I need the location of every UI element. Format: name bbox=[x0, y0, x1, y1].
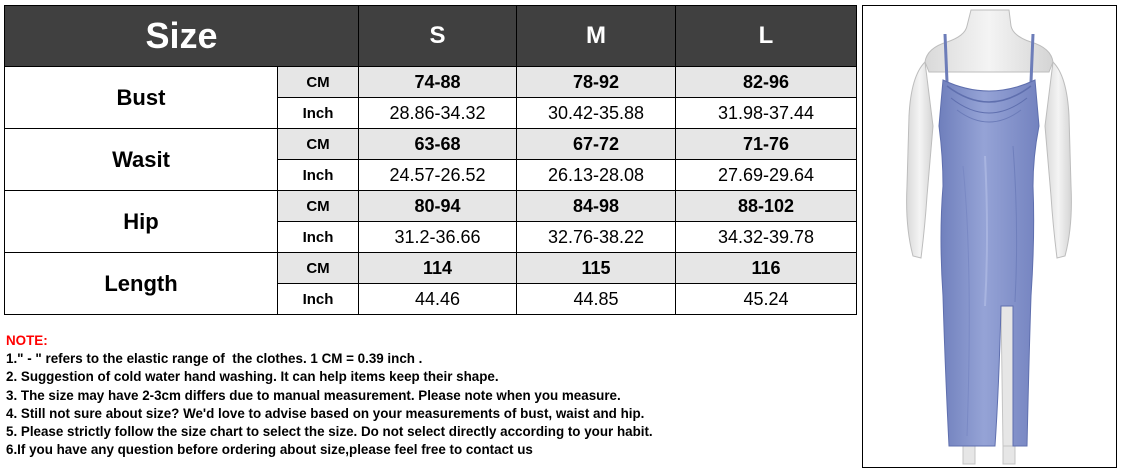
hip-label: Hip bbox=[5, 191, 278, 253]
unit-cm-label: CM bbox=[278, 191, 359, 222]
length-label: Length bbox=[5, 253, 278, 315]
table-header-row bbox=[5, 6, 857, 67]
waist-inch-s: 24.57-26.52 bbox=[359, 160, 517, 191]
size-notes bbox=[6, 332, 856, 459]
bust-inch-s: 28.86-34.32 bbox=[359, 98, 517, 129]
dress-on-mannequin-illustration bbox=[863, 6, 1116, 467]
unit-cm-label: CM bbox=[278, 67, 359, 98]
length-cm-row bbox=[5, 253, 857, 284]
hip-cm-s: 80-94 bbox=[359, 191, 517, 222]
bust-inch-m: 30.42-35.88 bbox=[517, 98, 676, 129]
dress bbox=[939, 80, 1039, 446]
hip-cm-row bbox=[5, 191, 857, 222]
length-cm-l: 116 bbox=[676, 253, 857, 284]
hip-inch-s: 31.2-36.66 bbox=[359, 222, 517, 253]
waist-inch-m: 26.13-28.08 bbox=[517, 160, 676, 191]
bust-cm-l: 82-96 bbox=[676, 67, 857, 98]
unit-inch-label: Inch bbox=[278, 160, 359, 191]
size-chart-table bbox=[4, 5, 857, 315]
length-inch-m: 44.85 bbox=[517, 284, 676, 315]
length-cm-s: 114 bbox=[359, 253, 517, 284]
waist-inch-l: 27.69-29.64 bbox=[676, 160, 857, 191]
waist-cm-l: 71-76 bbox=[676, 129, 857, 160]
waist-cm-m: 67-72 bbox=[517, 129, 676, 160]
size-header: Size bbox=[5, 6, 359, 67]
waist-label: Wasit bbox=[5, 129, 278, 191]
waist-cm-s: 63-68 bbox=[359, 129, 517, 160]
product-photo bbox=[862, 5, 1117, 468]
bust-inch-l: 31.98-37.44 bbox=[676, 98, 857, 129]
note-line-6: 6.If you have any question before ordering about size,please feel free to contact us bbox=[6, 442, 533, 458]
bust-cm-m: 78-92 bbox=[517, 67, 676, 98]
bust-cm-s: 74-88 bbox=[359, 67, 517, 98]
bust-label: Bust bbox=[5, 67, 278, 129]
hip-cm-m: 84-98 bbox=[517, 191, 676, 222]
hip-cm-l: 88-102 bbox=[676, 191, 857, 222]
size-s-header: S bbox=[359, 6, 517, 67]
note-line-3: 3. The size may have 2-3cm differs due to manual measurement. Please note when you measure. bbox=[6, 387, 621, 403]
length-cm-m: 115 bbox=[517, 253, 676, 284]
length-inch-s: 44.46 bbox=[359, 284, 517, 315]
size-l-header: L bbox=[676, 6, 857, 67]
unit-inch-label: Inch bbox=[278, 284, 359, 315]
note-line-2: 2. Suggestion of cold water hand washing. It can help items keep their shape. bbox=[6, 369, 499, 385]
hip-inch-m: 32.76-38.22 bbox=[517, 222, 676, 253]
waist-cm-row bbox=[5, 129, 857, 160]
note-line-5: 5. Please strictly follow the size chart to select the size. Do not select directly according to your habit. bbox=[6, 424, 653, 440]
unit-cm-label: CM bbox=[278, 253, 359, 284]
unit-cm-label: CM bbox=[278, 129, 359, 160]
note-title: NOTE: bbox=[6, 333, 48, 348]
length-inch-l: 45.24 bbox=[676, 284, 857, 315]
bust-cm-row bbox=[5, 67, 857, 98]
note-line-4: 4. Still not sure about size? We'd love to advise based on your measurements of bust, waist and hip. bbox=[6, 405, 645, 421]
note-line-1: 1." - " refers to the elastic range of the clothes. 1 CM = 0.39 inch . bbox=[6, 351, 423, 367]
size-m-header: M bbox=[517, 6, 676, 67]
unit-inch-label: Inch bbox=[278, 222, 359, 253]
hip-inch-l: 34.32-39.78 bbox=[676, 222, 857, 253]
unit-inch-label: Inch bbox=[278, 98, 359, 129]
